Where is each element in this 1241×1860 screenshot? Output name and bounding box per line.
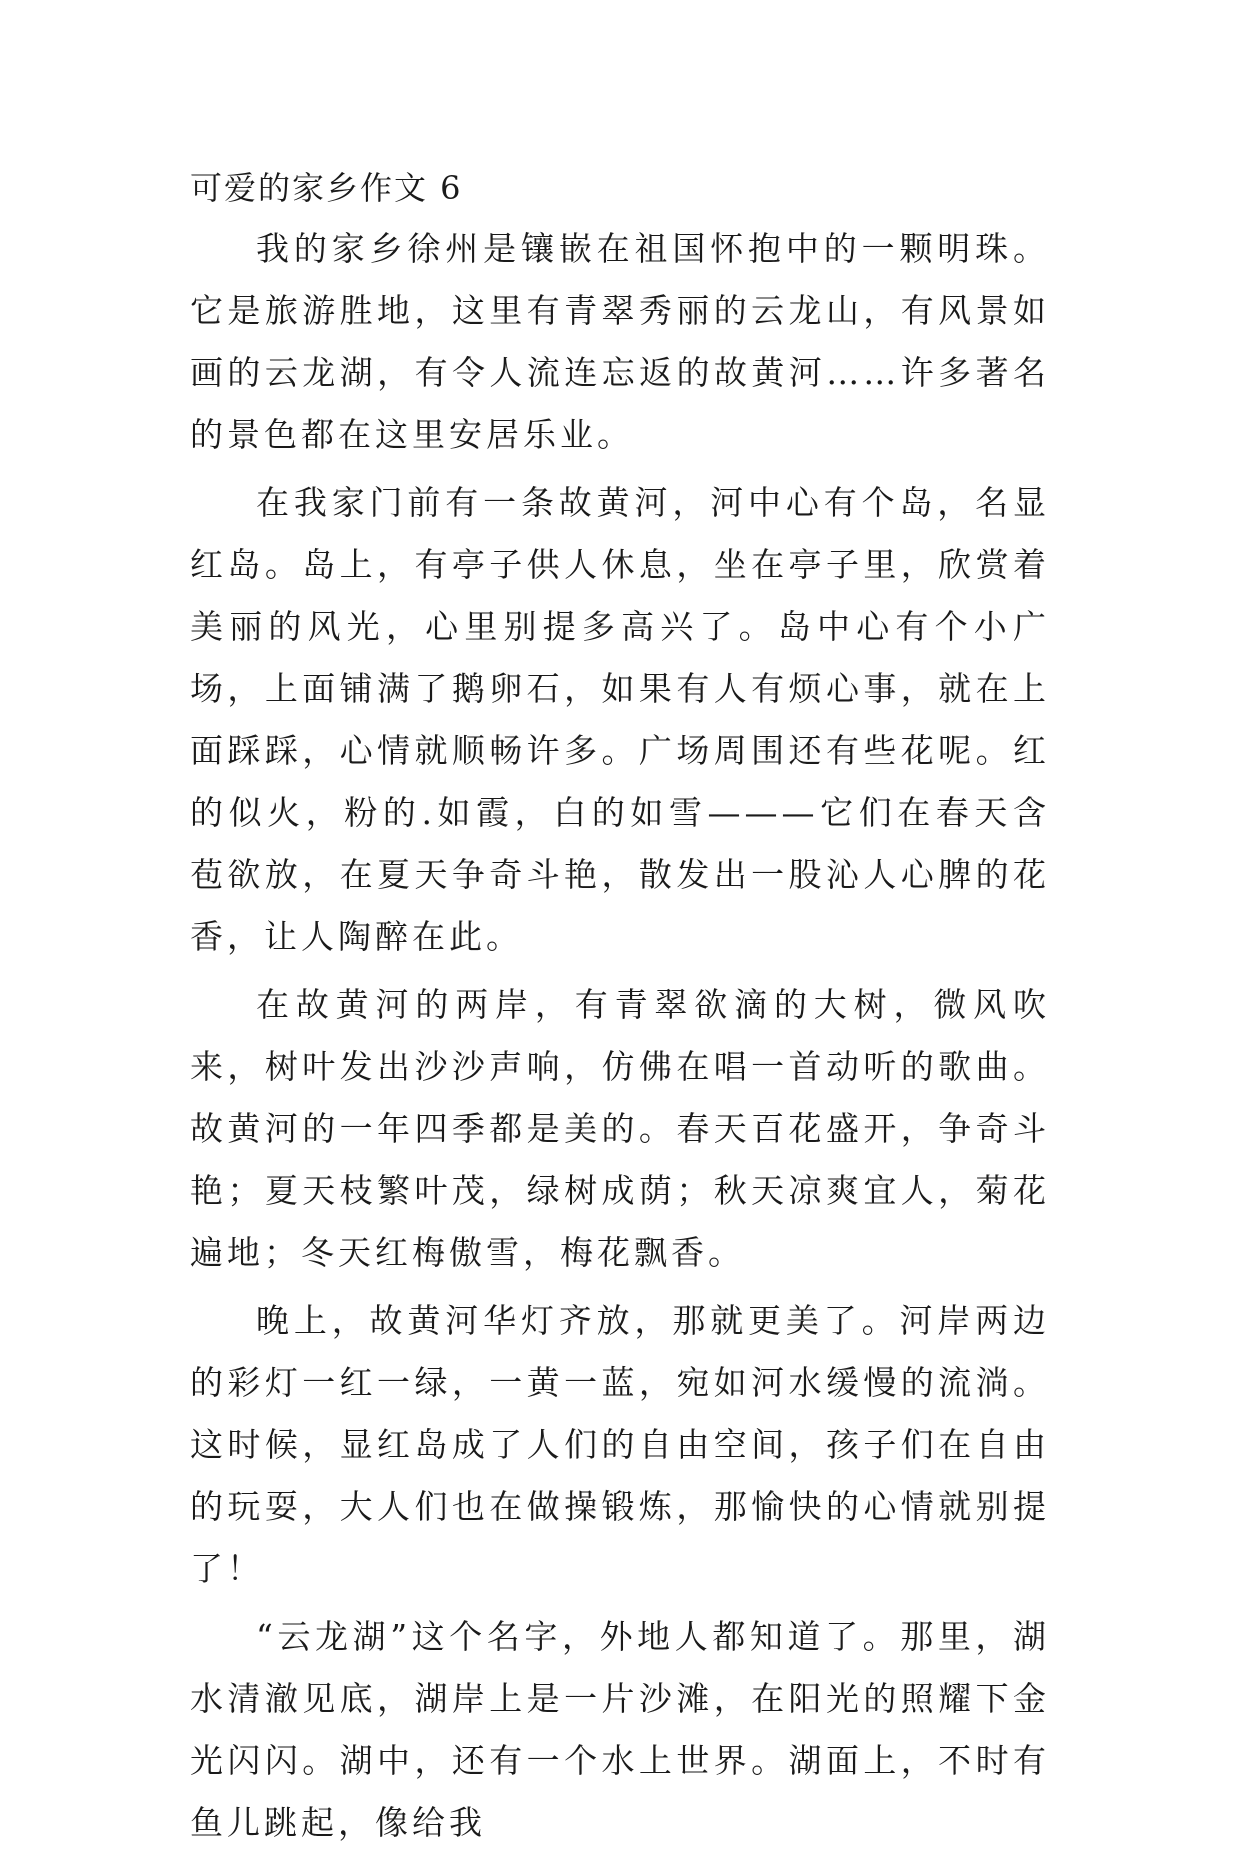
document-title: 可爱的家乡作文 6: [190, 169, 463, 207]
paragraph-1: 我的家乡徐州是镶嵌在祖国怀抱中的一颗明珠。它是旅游胜地，这里有青翠秀丽的云龙山，有风景如画的云龙湖，有令人流连忘返的故黄河……许多著名的景色都在这里安居乐业。: [190, 229, 1050, 454]
paragraph-5: “云龙湖”这个名字，外地人都知道了。那里，湖水清澈见底，湖岸上是一片沙滩，在阳光的照耀下金光闪闪。湖中，还有一个水上世界。湖面上，不时有鱼儿跳起，像给我: [190, 1617, 1050, 1842]
paragraph-4: 晚上，故黄河华灯齐放，那就更美了。河岸两边的彩灯一红一绿，一黄一蓝，宛如河水缓慢的流淌。这时候，显红岛成了人们的自由空间，孩子们在自由的玩耍，大人们也在做操锻炼，那愉快的心情就别提了！: [190, 1301, 1050, 1588]
paragraph-3: 在故黄河的两岸，有青翠欲滴的大树，微风吹来，树叶发出沙沙声响，仿佛在唱一首动听的歌曲。故黄河的一年四季都是美的。春天百花盛开，争奇斗艳；夏天枝繁叶茂，绿树成荫；秋天凉爽宜人，菊花遍地；冬天红梅傲雪，梅花飘香。: [190, 985, 1050, 1272]
paragraph-2: 在我家门前有一条故黄河，河中心有个岛，名显红岛。岛上，有亭子供人休息，坐在亭子里，欣赏着美丽的风光，心里别提多高兴了。岛中心有个小广场，上面铺满了鹅卵石，如果有人有烦心事，就在上面踩踩，心情就顺畅许多。广场周围还有些花呢。红的似火，粉的.如霞，白的如雪———它们在春天含苞欲放，在夏天争奇斗艳，散发出一股沁人心脾的花香，让人陶醉在此。: [190, 483, 1050, 956]
document-page: [190, 168, 1050, 1860]
